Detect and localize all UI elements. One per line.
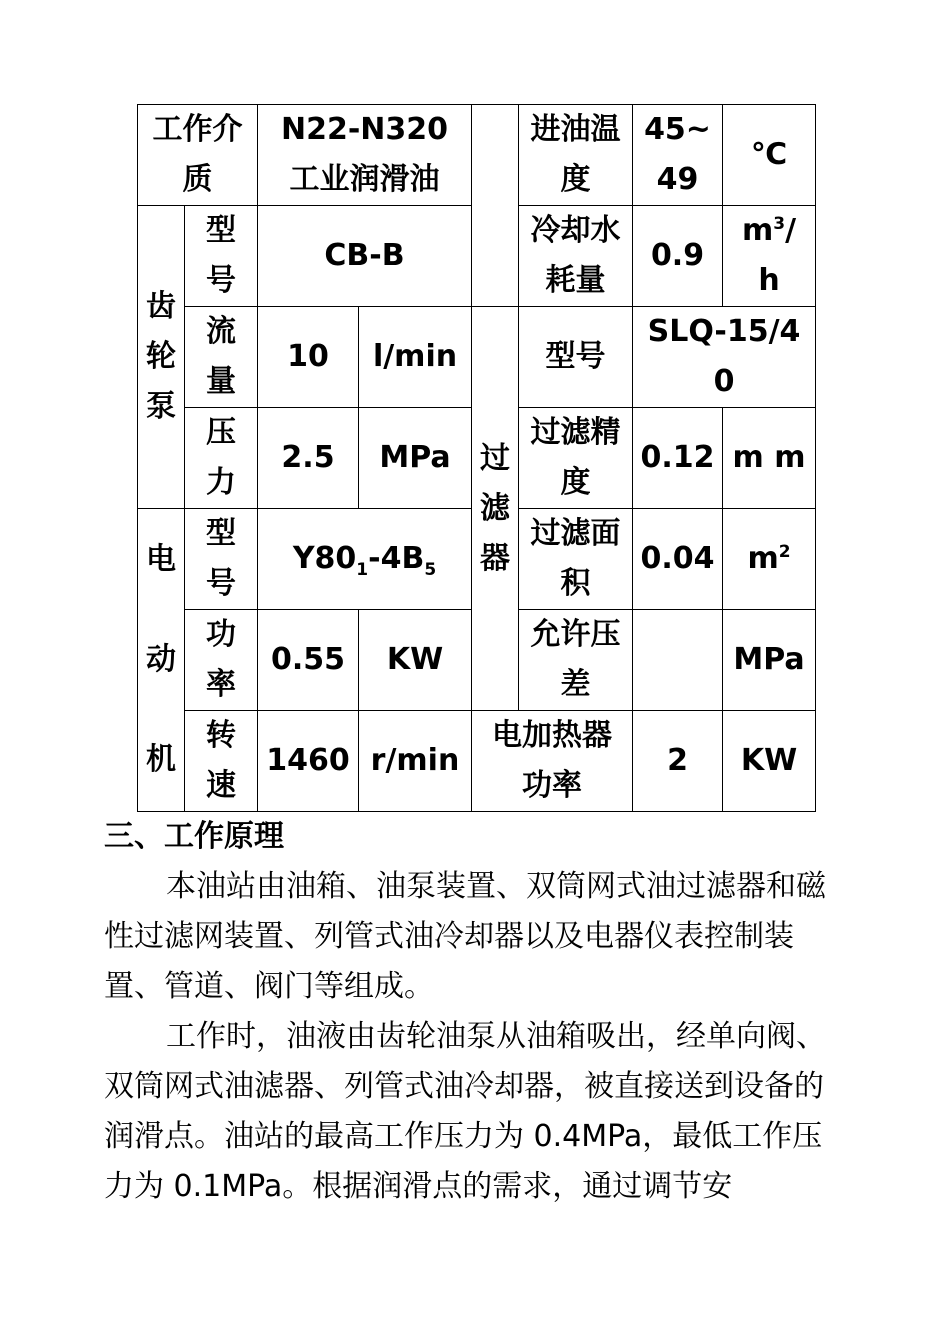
inlet-temp-unit: ℃ [723,105,816,206]
filter-precision-label: 过滤精 度 [519,408,633,509]
pressure-label: 压 力 [185,408,258,509]
filter-model-value: SLQ-15/4 0 [633,307,816,408]
filter-area-value: 0.04 [633,509,723,610]
medium-label: 工作介质 [138,105,258,206]
gear-model-value: CB-B [258,206,472,307]
heater-unit: KW [723,711,816,812]
allowed-dp-value [633,610,723,711]
power-value: 0.55 [258,610,359,711]
inlet-temp-value: 45~ 49 [633,105,723,206]
section-heading: 三、工作原理 [104,819,284,854]
blank-cell [472,105,519,307]
flow-value: 10 [258,307,359,408]
heater-value: 2 [633,711,723,812]
paragraph: 本油站由油箱、油泵装置、双筒网式油过滤器和磁性过滤网装置、列管式油冷却器以及电器仪表控制装置、管道、阀门等组成。 [104,869,826,1004]
inlet-temp-label: 进油温 度 [519,105,633,206]
power-label: 功 率 [185,610,258,711]
pressure-value: 2.5 [258,408,359,509]
table-row [138,105,816,206]
motor-label: 电 动 机 [138,509,185,812]
filter-model-label: 型号 [519,307,633,408]
filter-area-label: 过滤面 积 [519,509,633,610]
gear-model-label: 型 号 [185,206,258,307]
motor-model-label: 型 号 [185,509,258,610]
cooling-water-label: 冷却水 耗量 [519,206,633,307]
motor-model-value: $Y80_1-4B_5$ [258,509,472,610]
allowed-dp-label: 允许压 差 [519,610,633,711]
cooling-water-unit: $m^3/$ h [723,206,816,307]
power-unit: KW [359,610,472,711]
medium-value: N22-N320 工业润滑油 [258,105,472,206]
table-row [138,711,816,812]
speed-unit: r/min [359,711,472,812]
speed-label: 转 速 [185,711,258,812]
paragraph: 工作时，油液由齿轮油泵从油箱吸出，经单向阀、双筒网式油滤器、列管式油冷却器，被直接送到设备的润滑点。油站的最高工作压力为 0.4MPa，最低工作压力为 0.1MPa。根据润滑点的需求，通过调节安 [104,1019,826,1204]
filter-area-unit: $m^2$ [723,509,816,610]
table-row [138,307,816,408]
filter-label: 过 滤 器 [472,307,519,711]
cooling-water-value: 0.9 [633,206,723,307]
flow-label: 流 量 [185,307,258,408]
heater-label: 电加热器 功率 [472,711,633,812]
pressure-unit: MPa [359,408,472,509]
filter-precision-unit: m m [723,408,816,509]
flow-unit: l/min [359,307,472,408]
allowed-dp-unit: MPa [723,610,816,711]
filter-precision-value: 0.12 [633,408,723,509]
spec-table [137,104,816,812]
gear-pump-label: 齿 轮 泵 [138,206,185,509]
speed-value: 1460 [258,711,359,812]
